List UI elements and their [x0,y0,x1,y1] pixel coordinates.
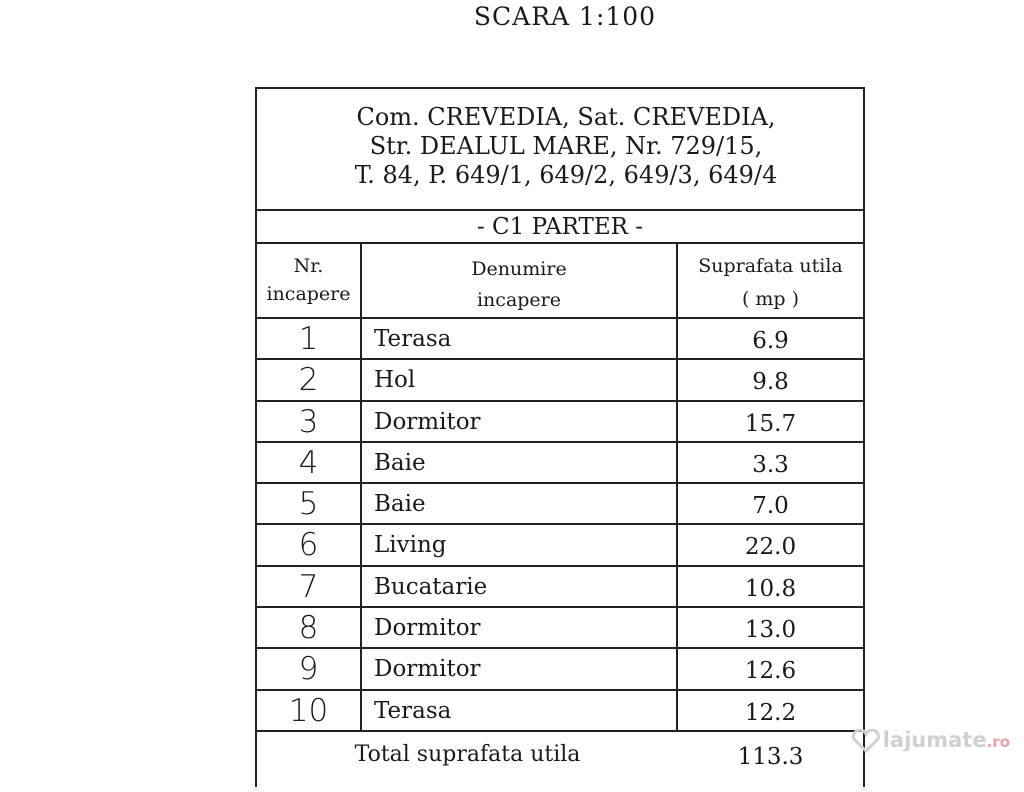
scale-title: SCARA 1:100 [473,2,657,31]
table-row [257,484,863,525]
table-row [257,567,863,608]
header-room-number [257,244,362,319]
table-row [257,443,863,484]
room-number: 3 [257,402,362,441]
header-area-unit: ( mp ) [741,288,800,310]
room-name: Dormitor [362,402,678,441]
room-area: 9.8 [752,369,789,396]
heart-icon [851,729,881,753]
room-area: 7.0 [752,493,789,520]
room-rows [257,319,863,792]
address-line-3: T. 84, P. 649/1, 649/2, 649/3, 649/4 [354,161,778,189]
header-room-name [362,244,678,319]
room-area: 12.2 [744,699,797,726]
header-area-line1: Suprafata utila [698,255,843,277]
room-name: Living [362,525,678,564]
room-number: 7 [257,567,362,606]
room-area: 15.7 [744,410,797,437]
table-row [257,360,863,401]
room-number: 10 [257,691,362,730]
room-area-sheet [255,87,865,787]
room-number: 9 [257,649,362,688]
watermark-suffix: .ro [986,733,1010,751]
room-name: Baie [362,484,678,523]
address-line-1: Com. CREVEDIA, Sat. CREVEDIA, [356,103,776,131]
section-title: - C1 PARTER - [257,211,863,244]
watermark-text: lajumate [882,728,987,752]
room-area: 6.9 [752,328,789,354]
room-name: Terasa [362,691,678,730]
header-useful-area [678,244,863,319]
room-area: 3.3 [752,451,789,478]
room-name: Terasa [362,319,678,358]
total-row [257,732,863,792]
table-row [257,608,863,649]
room-number: 5 [257,484,362,523]
room-name: Dormitor [362,649,678,688]
room-number: 6 [257,525,362,564]
address-line-2: Str. DEALUL MARE, Nr. 729/15, [369,132,763,160]
room-number: 2 [257,360,362,399]
table-row [257,649,863,690]
room-area: 13.0 [744,617,797,644]
room-area: 22.0 [744,534,797,561]
room-name: Bucatarie [362,567,678,606]
room-area: 10.8 [744,575,797,602]
address-block [257,89,863,211]
header-name-line2: incapere [476,289,561,311]
room-name: Hol [362,360,678,399]
table-row [257,402,863,443]
room-number: 1 [257,319,362,358]
total-value: 113.3 [737,743,804,770]
room-area: 12.6 [744,658,797,685]
table-row [257,525,863,566]
room-number: 8 [257,608,362,647]
site-watermark [851,728,1010,753]
room-name: Baie [362,443,678,482]
header-nr-line2: incapere [266,283,351,305]
table-row [257,691,863,732]
header-nr-line1: Nr. [293,255,324,277]
room-number: 4 [257,443,362,482]
header-name-line1: Denumire [471,258,567,280]
total-label: Total suprafata utila [354,741,581,767]
table-row [257,319,863,360]
room-name: Dormitor [362,608,678,647]
